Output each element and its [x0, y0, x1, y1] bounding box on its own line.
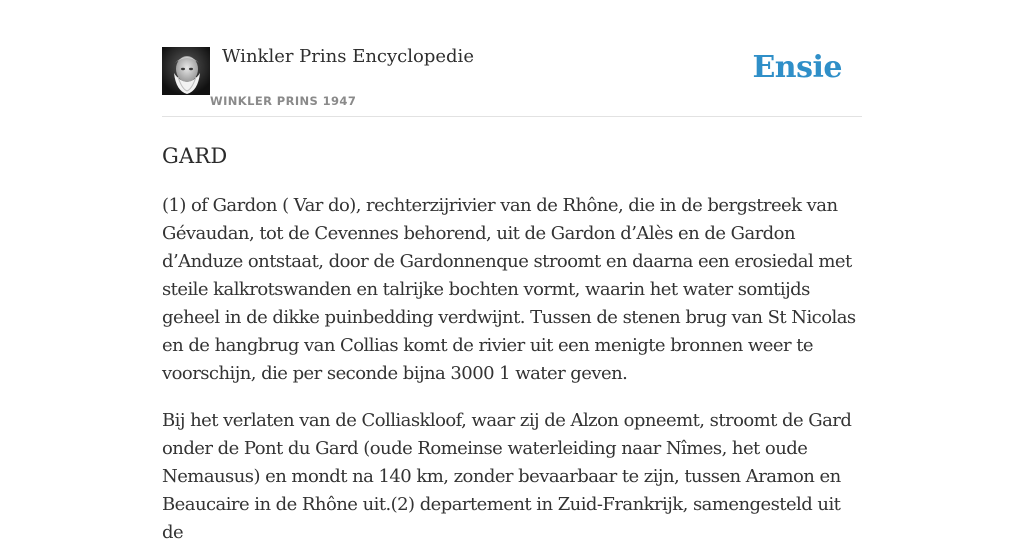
article-page [162, 0, 862, 547]
article-paragraph: Bij het verlaten van de Colliaskloof, waar zij de Alzon opneemt, stroomt de Gard onder de Pont du Gard (oude Romeinse waterleiding naar Nîmes, het oude Nemausus) en mondt na 140 km, zonder bevaarbaar te zijn, tussen Aramon en Beaucaire in de Rhône uit.(2) departement in Zuid-Frankrijk, samengesteld uit de [162, 410, 852, 543]
site-header [162, 0, 862, 117]
avatar[interactable] [162, 47, 210, 95]
site-name[interactable]: Winkler Prins Encyclopedie [222, 46, 474, 67]
bearded-man-portrait-icon [162, 47, 210, 95]
article-title: GARD [162, 144, 228, 168]
ensie-logo[interactable]: Ensie [752, 50, 842, 85]
article-paragraph: (1) of Gardon ( Var do), rechterzijrivier van de Rhône, die in de bergstreek van Gévaudan, tot de Cevennes behorend, uit de Gardon d’Alès en de Gardon d’Anduze ontstaat, door de Gardonnenque stroomt en daarna een erosiedal met steile kalkrotswanden en talrijke bochten vormt, waarin het water somtijds geheel in de dikke puinbedding verdwijnt. Tussen de stenen brug van St Nicolas en de hangbrug van Collias komt de rivier uit een menigte bronnen weer te voorschijn, die per seconde bijna 3000 1 water geven. [162, 195, 856, 384]
edition-label[interactable]: WINKLER PRINS 1947 [210, 94, 357, 108]
